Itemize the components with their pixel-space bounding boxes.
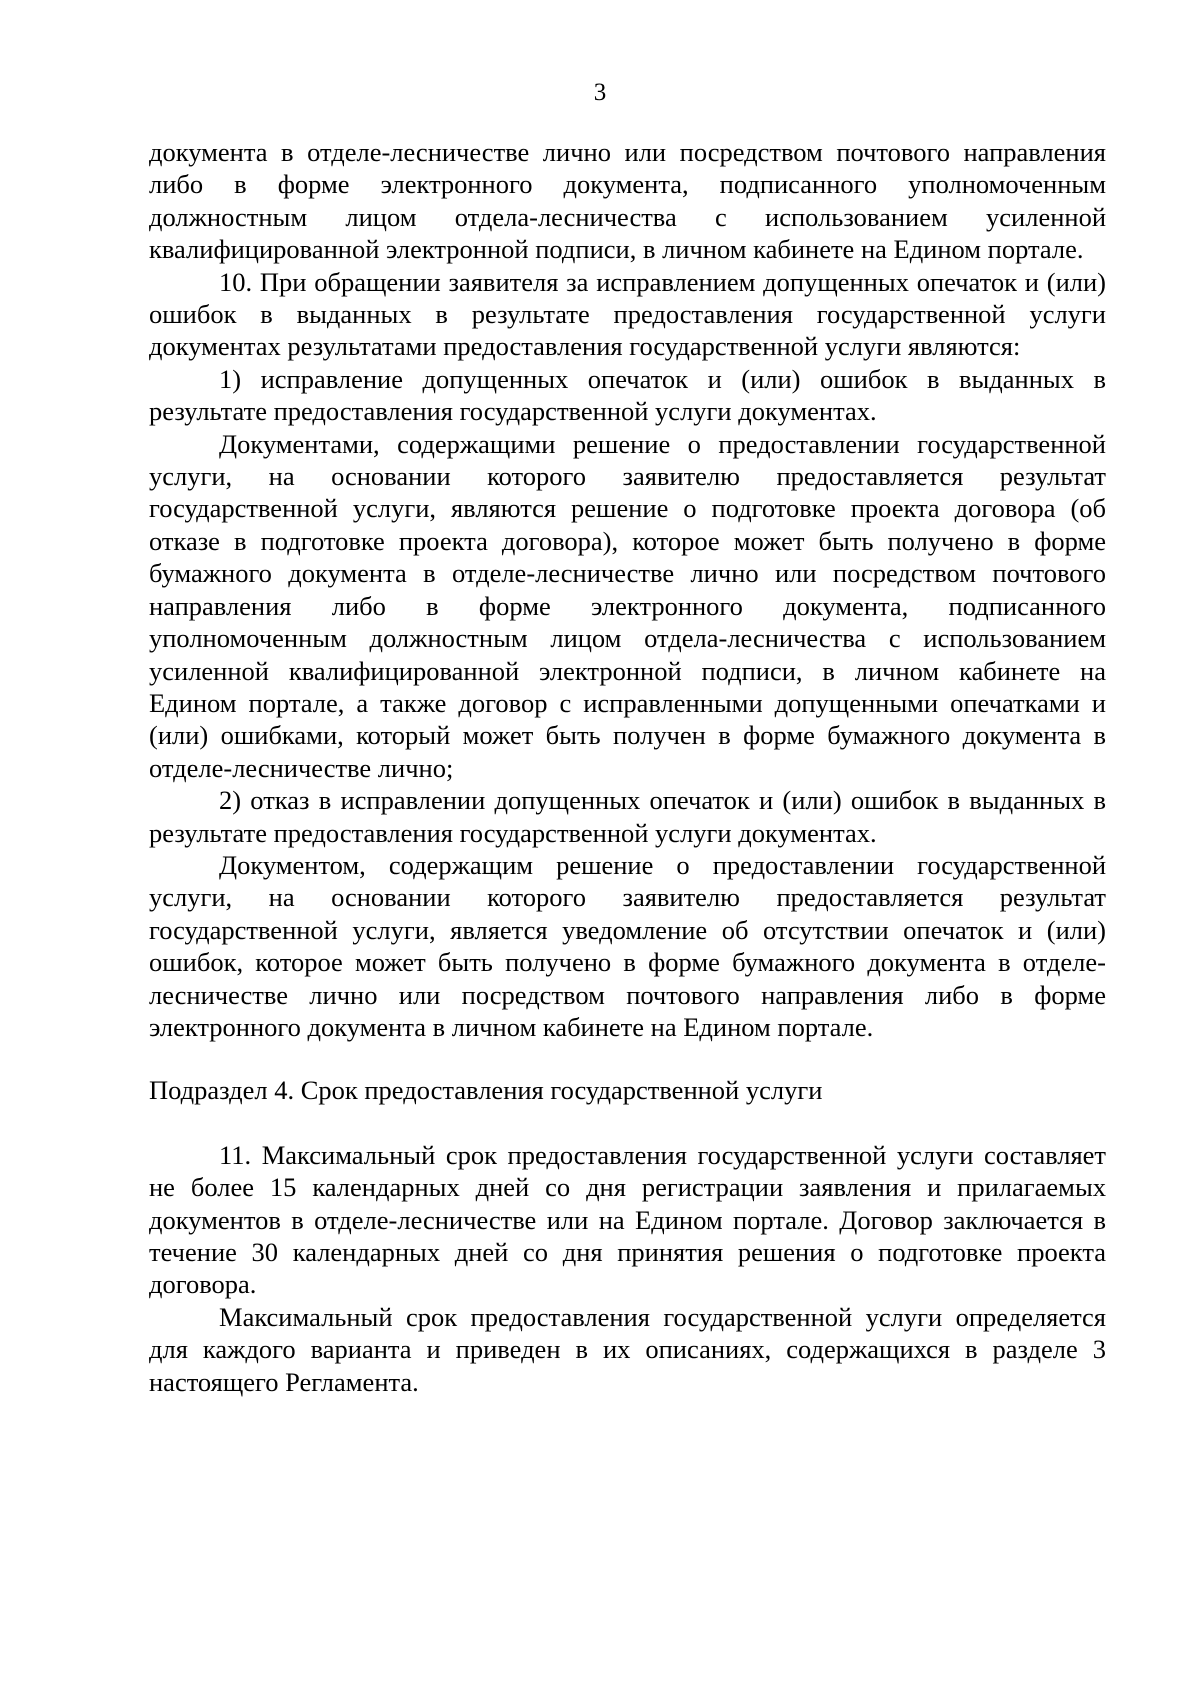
paragraph-subitem-1: 1) исправление допущенных опечаток и (или) ошибок в выданных в результате предоставления государственной услуги документах. xyxy=(149,363,1106,427)
section-heading: Подраздел 4. Срок предоставления государственной услуги xyxy=(149,1075,823,1106)
paragraph-max-term: Максимальный срок предоставления государственной услуги определяется для каждого варианта и приведен в их описаниях, содержащихся в разделе 3 настоящего Регламента. xyxy=(149,1301,1106,1397)
paragraph-item-10: 10. При обращении заявителя за исправлением допущенных опечаток и (или) ошибок в выданных в результате предоставления государственной услуги документах результатами предоставления государственной услуги являются: xyxy=(149,266,1106,362)
paragraph-notification-document: Документом, содержащим решение о предоставлении государственной услуги, на основании которого заявителю предоставляется результат государственной услуги, является уведомление об отсутствии опечаток и (или) ошибок, которое может быть получено в форме бумажного документа в отделе-лесничестве лично или посредством почтового направления либо в форме электронного документа в личном кабинете на Едином портале. xyxy=(149,849,1106,1042)
document-body xyxy=(149,136,1106,1398)
paragraph-subitem-2: 2) отказ в исправлении допущенных опечаток и (или) ошибок в выданных в результате предоставления государственной услуги документах. xyxy=(149,785,1106,848)
paragraph-item-11: 11. Максимальный срок предоставления государственной услуги составляет не более 15 календарных дней со дня регистрации заявления и прилагаемых документов в отделе-лесничестве или на Едином портале. Договор заключается в течение 30 календарных дней со дня принятия решения о подготовке проекта договора. xyxy=(149,1139,1106,1300)
page-number: 3 xyxy=(593,79,607,106)
paragraph-decision-documents: Документами, содержащими решение о предоставлении государственной услуги, на основании которого заявителю предоставляется результат государственной услуги, являются решение о подготовке проекта договора (об отказе в подготовке проекта договора), которое может быть получено в форме бумажного документа в отделе-лесничестве лично или посредством почтового направления либо в форме электронного документа, подписанного уполномоченным должностным лицом отдела-лесничества с использованием усиленной квалифицированной электронной подписи, в личном кабинете на Едином портале, а также договор с исправленными допущенными опечатками и (или) ошибками, который может быть получен в форме бумажного документа в отделе-лесничестве лично; xyxy=(149,428,1106,783)
paragraph-continuation: документа в отделе-лесничестве лично или посредством почтового направления либо в форме электронного документа, подписанного уполномоченным должностным лицом отдела-лесничества с использованием усиленной квалифицированной электронной подписи, в личном кабинете на Едином портале. xyxy=(149,137,1106,265)
